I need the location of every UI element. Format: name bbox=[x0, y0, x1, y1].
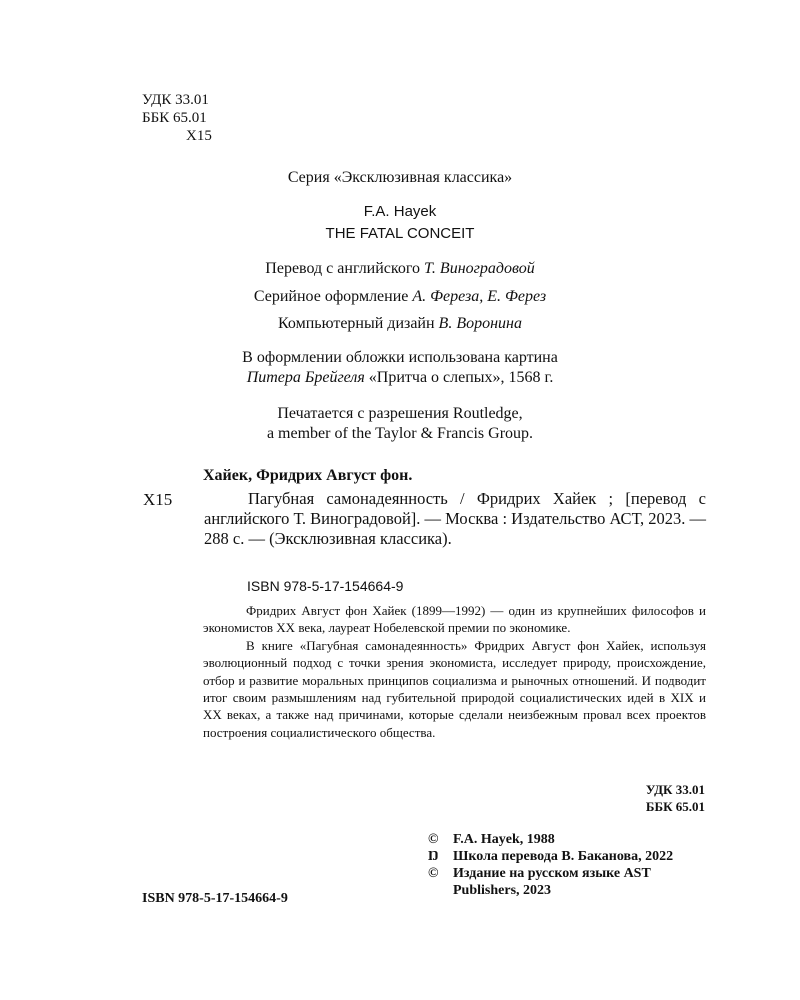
credit-label: Серийное оформление bbox=[253, 288, 409, 305]
translation-school-mark: Ŋ bbox=[428, 849, 439, 864]
original-title: THE FATAL CONCEIT bbox=[325, 225, 475, 242]
copyright-block bbox=[428, 831, 708, 899]
credit-series-design bbox=[0, 287, 800, 307]
description-text: Пагубная самонадеянность / Фридрих Хайек ; [перевод с английского Т. Виноградовой]. — Москва : Издательство АСТ, 2023. — 288 с. — (Эксклюзивная классика). bbox=[204, 489, 706, 548]
catalog-description bbox=[204, 489, 706, 549]
credit-name: Т. Виноградовой bbox=[424, 260, 535, 277]
bbk-code: ББК 65.01 bbox=[142, 110, 207, 126]
annotation-paragraph: В книге «Пагубная самонадеянность» Фридрих Август фон Хайек, используя эволюционный подход с точки зрения экономиста, исследует природу, происхождение, отбор и развитие моральных принципов социализма и рыночных отношений. И подводит итог своим размышлениям над губительной природой социалистических идей в XIX и XX веках, а также над причинами, которые сделали неизбежным провал всех проектов построения социалистического общества. bbox=[203, 637, 706, 740]
cover-note-line2 bbox=[0, 368, 800, 388]
copyright-line bbox=[428, 831, 708, 848]
cover-note-line1: В оформлении обложки использована картина bbox=[242, 349, 558, 366]
catalog-author-heading: Хайек, Фридрих Август фон. bbox=[203, 467, 413, 484]
annotation bbox=[203, 602, 706, 741]
isbn-bottom: ISBN 978-5-17-154664-9 bbox=[142, 891, 288, 906]
credit-translation bbox=[0, 259, 800, 279]
udk-code-bottom: УДК 33.01 bbox=[645, 782, 705, 797]
credit-label: Перевод с английского bbox=[265, 260, 421, 277]
series-line: Серия «Эксклюзивная классика» bbox=[287, 169, 513, 186]
catalog-isbn: ISBN 978-5-17-154664-9 bbox=[247, 578, 404, 594]
annotation-paragraph: Фридрих Август фон Хайек (1899—1992) — один из крупнейших философов и экономистов XX века, лауреат Нобелевской премии по экономике. bbox=[203, 603, 706, 636]
copyright-text: F.A. Hayek, 1988 bbox=[453, 832, 555, 847]
painting-title: «Притча о слепых», 1568 г. bbox=[368, 369, 554, 386]
credit-computer-design bbox=[0, 314, 800, 334]
permission-line2: a member of the Taylor & Francis Group. bbox=[266, 425, 534, 442]
classification-block-bottom bbox=[560, 781, 705, 815]
bbk-code-bottom: ББК 65.01 bbox=[645, 799, 705, 814]
original-author: F.A. Hayek bbox=[363, 203, 437, 220]
permission-line1: Печатается с разрешения Routledge, bbox=[277, 405, 523, 422]
copyright-symbol: © bbox=[428, 866, 439, 881]
copyright-text: Издание на русском языке AST Publishers, 2023 bbox=[453, 866, 651, 898]
painter-name: Питера Брейгеля bbox=[246, 369, 365, 386]
copyright-text: Школа перевода В. Баканова, 2022 bbox=[453, 849, 674, 864]
copyright-line bbox=[428, 865, 708, 899]
catalog-code: Х15 bbox=[143, 490, 173, 509]
copyright-line bbox=[428, 848, 708, 865]
credit-label: Компьютерный дизайн bbox=[278, 315, 435, 332]
author-mark: Х15 bbox=[186, 128, 212, 144]
credit-name: А. Фереза, Е. Ферез bbox=[412, 288, 547, 305]
credit-name: В. Воронина bbox=[438, 315, 522, 332]
udk-code: УДК 33.01 bbox=[142, 92, 209, 108]
cover-note bbox=[0, 348, 800, 388]
permission-note bbox=[0, 404, 800, 444]
copyright-symbol: © bbox=[428, 832, 439, 847]
classification-block-top bbox=[142, 91, 212, 145]
